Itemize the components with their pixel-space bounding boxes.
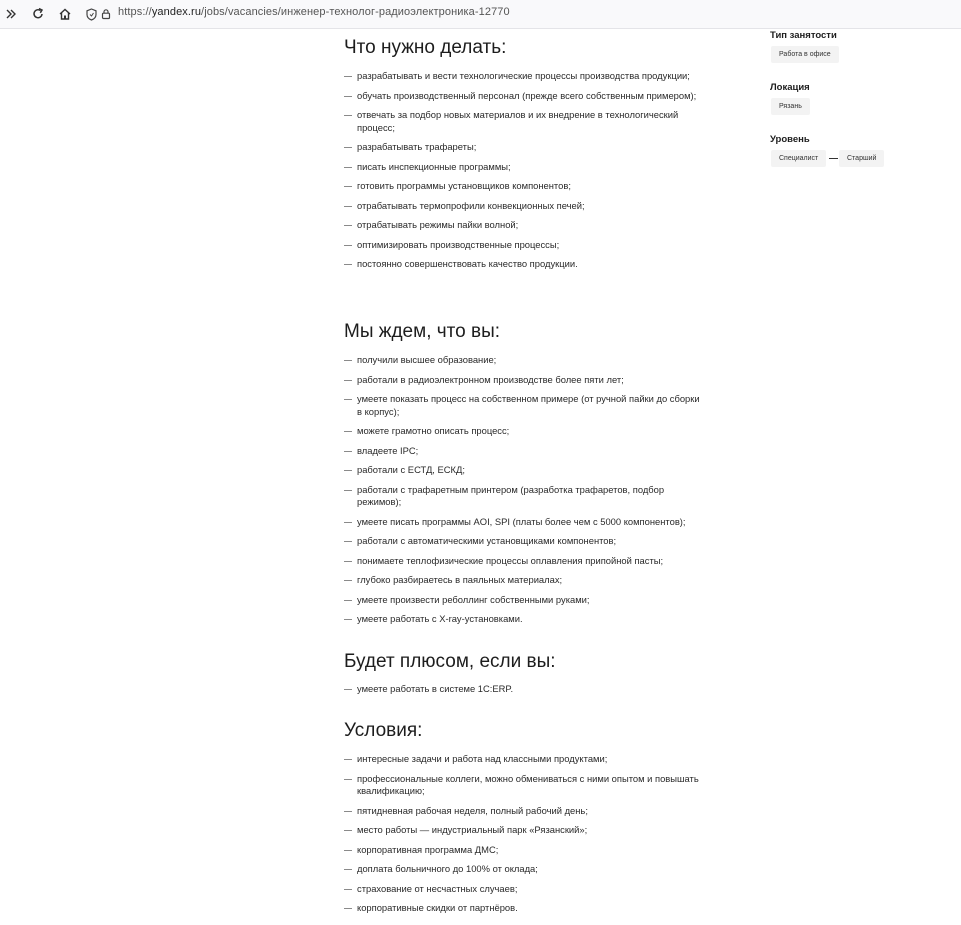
dash-bullet — [344, 811, 352, 812]
dash-bullet — [344, 186, 352, 187]
list-item: доплата больничного до 100% от оклада; — [344, 863, 704, 876]
dash-bullet — [344, 561, 352, 562]
employment-type-label: Тип занятости — [770, 30, 837, 41]
dash-bullet — [344, 541, 352, 542]
dash-bullet — [344, 76, 352, 77]
dash-bullet — [344, 264, 352, 265]
list-item: работали с автоматическими установщиками компонентов; — [344, 535, 704, 548]
list-item: корпоративные скидки от партнёров. — [344, 902, 704, 915]
dash-bullet — [344, 490, 352, 491]
list-item: разрабатывать и вести технологические процессы производства продукции; — [344, 70, 704, 83]
level-to-chip[interactable]: Старший — [839, 150, 884, 167]
dash-bullet — [344, 619, 352, 620]
list-item: умеете показать процесс на собственном примере (от ручной пайки до сборки в корпус); — [344, 393, 704, 418]
list-item: обучать производственный персонал (прежде всего собственным примером); — [344, 90, 704, 103]
duties-list — [344, 70, 704, 278]
list-item: владеете IPC; — [344, 445, 704, 458]
dash-bullet — [344, 908, 352, 909]
list-item: умеете писать программы AOI, SPI (платы более чем с 5000 компонентов); — [344, 516, 704, 529]
level-label: Уровень — [770, 134, 810, 145]
section-title-conditions: Условия: — [344, 720, 423, 741]
dash-bullet — [344, 580, 352, 581]
dash-bullet — [344, 451, 352, 452]
list-item: отрабатывать термопрофили конвекционных печей; — [344, 200, 704, 213]
list-item: интересные задачи и работа над классными продуктами; — [344, 753, 704, 766]
requirements-list — [344, 354, 704, 633]
list-item: работали в радиоэлектронном производстве более пяти лет; — [344, 374, 704, 387]
dash-bullet — [344, 522, 352, 523]
url-host: yandex.ru — [151, 6, 202, 18]
dash-bullet — [344, 779, 352, 780]
list-item: умеете произвести реболлинг собственными руками; — [344, 594, 704, 607]
dash-bullet — [344, 470, 352, 471]
list-item: страхование от несчастных случаев; — [344, 883, 704, 896]
dash-bullet — [344, 245, 352, 246]
list-item: корпоративная программа ДМС; — [344, 844, 704, 857]
list-item: пятидневная рабочая неделя, полный рабочий день; — [344, 805, 704, 818]
dash-bullet — [344, 600, 352, 601]
dash-bullet — [344, 225, 352, 226]
list-item: работали с ЕСТД, ЕСКД; — [344, 464, 704, 477]
list-item: место работы — индустриальный парк «Рязанский»; — [344, 824, 704, 837]
list-item: понимаете теплофизические процессы оплавления припойной пасты; — [344, 555, 704, 568]
level-from-chip[interactable]: Специалист — [771, 150, 826, 167]
list-item: умеете работать в системе 1С:ERP. — [344, 683, 704, 696]
bonus-list — [344, 683, 704, 703]
dash-bullet — [344, 147, 352, 148]
level-range-dash — [829, 158, 838, 159]
list-item: постоянно совершенствовать качество продукции. — [344, 258, 704, 271]
dash-bullet — [344, 167, 352, 168]
list-item: отрабатывать режимы пайки волной; — [344, 219, 704, 232]
dash-bullet — [344, 431, 352, 432]
dash-bullet — [344, 830, 352, 831]
url-path: /jobs/vacancies/инженер-технолог-радиоэлектроника-12770 — [201, 6, 510, 18]
list-item: отвечать за подбор новых материалов и их внедрение в технологический процесс; — [344, 109, 704, 134]
url-prefix: https:// — [118, 6, 152, 18]
dash-bullet — [344, 360, 352, 361]
dash-bullet — [344, 96, 352, 97]
location-chip[interactable]: Рязань — [771, 98, 810, 115]
conditions-list — [344, 753, 704, 922]
location-label: Локация — [770, 82, 810, 93]
dash-bullet — [344, 869, 352, 870]
dash-bullet — [344, 689, 352, 690]
list-item: профессиональные коллеги, можно обмениваться с ними опытом и повышать квалификацию; — [344, 773, 704, 798]
dash-bullet — [344, 399, 352, 400]
list-item: работали с трафаретным принтером (разработка трафаретов, подбор режимов); — [344, 484, 704, 509]
list-item: готовить программы установщиков компонентов; — [344, 180, 704, 193]
list-item: умеете работать с X-ray-установками. — [344, 613, 704, 626]
dash-bullet — [344, 380, 352, 381]
employment-type-chip[interactable]: Работа в офисе — [771, 46, 839, 63]
dash-bullet — [344, 850, 352, 851]
list-item: писать инспекционные программы; — [344, 161, 704, 174]
list-item: можете грамотно описать процесс; — [344, 425, 704, 438]
section-title-requirements: Мы ждем, что вы: — [344, 321, 501, 342]
list-item: получили высшее образование; — [344, 354, 704, 367]
dash-bullet — [344, 206, 352, 207]
section-title-bonus: Будет плюсом, если вы: — [344, 651, 556, 672]
dash-bullet — [344, 889, 352, 890]
section-title-duties: Что нужно делать: — [344, 37, 507, 58]
list-item: глубоко разбираетесь в паяльных материалах; — [344, 574, 704, 587]
list-item: разрабатывать трафареты; — [344, 141, 704, 154]
dash-bullet — [344, 115, 352, 116]
dash-bullet — [344, 759, 352, 760]
list-item: оптимизировать производственные процессы; — [344, 239, 704, 252]
